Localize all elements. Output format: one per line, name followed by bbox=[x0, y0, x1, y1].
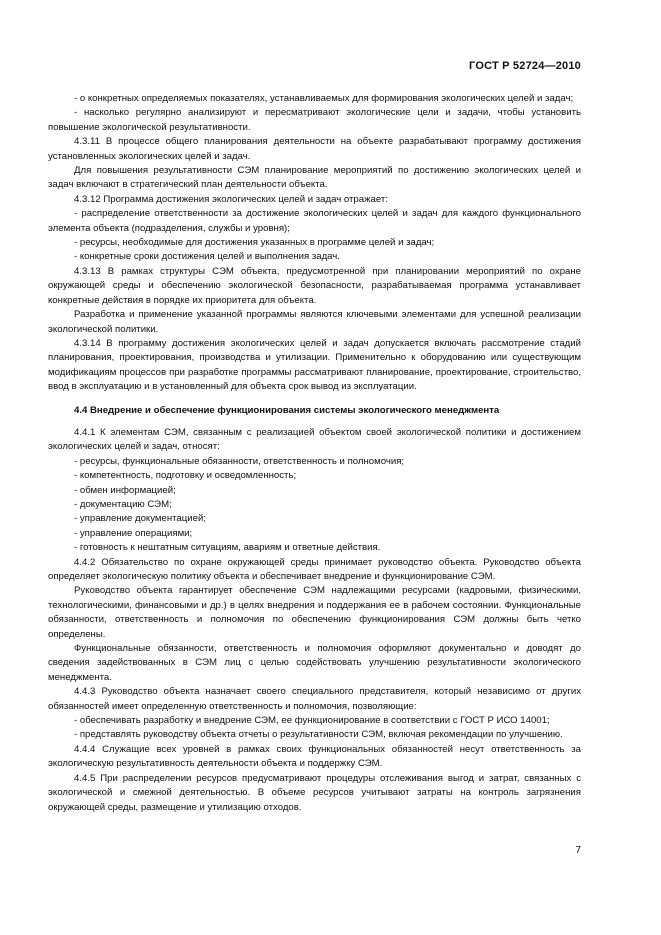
paragraph: - ресурсы, функциональные обязанности, ответственность и полномочия; bbox=[74, 455, 405, 467]
paragraph: - документацию СЭМ; bbox=[74, 498, 172, 510]
page-number: 7 bbox=[575, 845, 581, 856]
paragraph: - представлять руководству объекта отчеты о результативности СЭМ, включая рекомендации по улучшению. bbox=[74, 729, 563, 741]
paragraph: 4.4.5 При распределении ресурсов предусматривают процедуры отслеживания выгод и затрат, связанных с экологической и смежной деятельностью. В объеме ресурсов учитывают затраты на контроль загрязнения окружающей среды, размещение и утилизацию отходов. bbox=[48, 772, 581, 813]
paragraph: - компетентность, подготовку и осведомленность; bbox=[74, 470, 297, 482]
paragraph: - обмен информацией; bbox=[74, 484, 176, 496]
paragraph: - управление операциями; bbox=[74, 527, 193, 539]
section-heading: 4.4 Внедрение и обеспечение функционирования системы экологического менеджмента bbox=[74, 404, 500, 416]
paragraph: 4.4.4 Служащие всех уровней в рамках своих функциональных обязанностей несут ответственность за экологическую результативность деятельности объекта и поддержку СЭМ. bbox=[48, 743, 581, 770]
paragraph: 4.3.12 Программа достижения экологических целей и задач отражает: bbox=[74, 193, 388, 205]
paragraph: - управление документацией; bbox=[74, 513, 206, 525]
paragraph: 4.3.13 В рамках структуры СЭМ объекта, предусмотренной при планировании мероприятий по охране окружающей среды и обеспечению экологической безопасности, разрабатываемая программа устанавливает конкретные действия в порядке их приоритета для объекта. bbox=[48, 265, 581, 306]
paragraph: 4.4.1 К элементам СЭМ, связанным с реализацией объектом своей экологической политики и достижением экологических целей и задач, относят: bbox=[48, 426, 581, 453]
paragraph: - обеспечивать разработку и внедрение СЭМ, ее функционирование в соответствии с ГОСТ Р ИСО 14001; bbox=[74, 715, 550, 727]
document-body bbox=[48, 92, 581, 815]
paragraph: - о конкретных определяемых показателях, устанавливаемых для формирования экологических целей и задач; bbox=[74, 93, 574, 104]
paragraph: Руководство объекта гарантирует обеспечение СЭМ надлежащими ресурсами (кадровыми, физическими, технологическими, финансовыми и др.) в целях внедрения и поддержания ее в рабочем состоянии. Функциональные обязанности, ответственность и полномочия по обеспечению функционирования СЭМ должны быть четко определены. bbox=[48, 585, 581, 640]
paragraph: Разработка и применение указанной программы являются ключевыми элементами для успешной реализации экологической политики. bbox=[48, 309, 581, 335]
paragraph: 4.4.3 Руководство объекта назначает своего специального представителя, который независимо от других обязанностей имеет определенную ответственность и полномочия, позволяющие: bbox=[48, 686, 581, 712]
paragraph: Функциональные обязанности, ответственность и полномочия оформляют документально и доводят до сведения задействованных в СЭМ лиц с целью содействовать улучшению результативности экологического менеджмента. bbox=[48, 643, 581, 683]
paragraph: 4.3.14 В программу достижения экологических целей и задач допускается включать рассмотрение стадий планирования, проектирования, производства и утилизации. Применительно к оборудованию или существующим модификациям процессов при разработке программы рассматривают планирование, проектирование, строительство, ввод в эксплуатацию и в установленный для объекта срок вывод из эксплуатации. bbox=[48, 337, 581, 393]
paragraph: - готовность к нештатным ситуациям, авариям и ответные действия. bbox=[74, 542, 381, 554]
paragraph: - ресурсы, необходимые для достижения указанных в программе целей и задач; bbox=[74, 237, 435, 249]
paragraph: - конкретные сроки достижения целей и выполнения задач. bbox=[74, 251, 340, 263]
paragraph: - распределение ответственности за достижение экологических целей и задач для каждого функционального элемента объекта (подразделения, службы и уровня); bbox=[48, 208, 581, 234]
paragraph: Для повышения результативности СЭМ планирование мероприятий по достижению экологических целей и задач включают в стратегический план деятельности объекта. bbox=[48, 165, 581, 191]
paragraph: 4.4.2 Обязательство по охране окружающей среды принимает руководство объекта. Руководство объекта определяет экологическую политику объекта и обеспечивает внедрение и функционирование СЭМ. bbox=[48, 556, 581, 582]
document-header-id: ГОСТ Р 52724—2010 bbox=[469, 60, 581, 72]
paragraph: - насколько регулярно анализируют и пересматривают экологические цели и задачи, чтобы установить повышение экологической результативности. bbox=[48, 107, 581, 133]
paragraph: 4.3.11 В процессе общего планирования деятельности на объекте разрабатывают программу достижения установленных экологических целей и задач. bbox=[48, 136, 581, 162]
